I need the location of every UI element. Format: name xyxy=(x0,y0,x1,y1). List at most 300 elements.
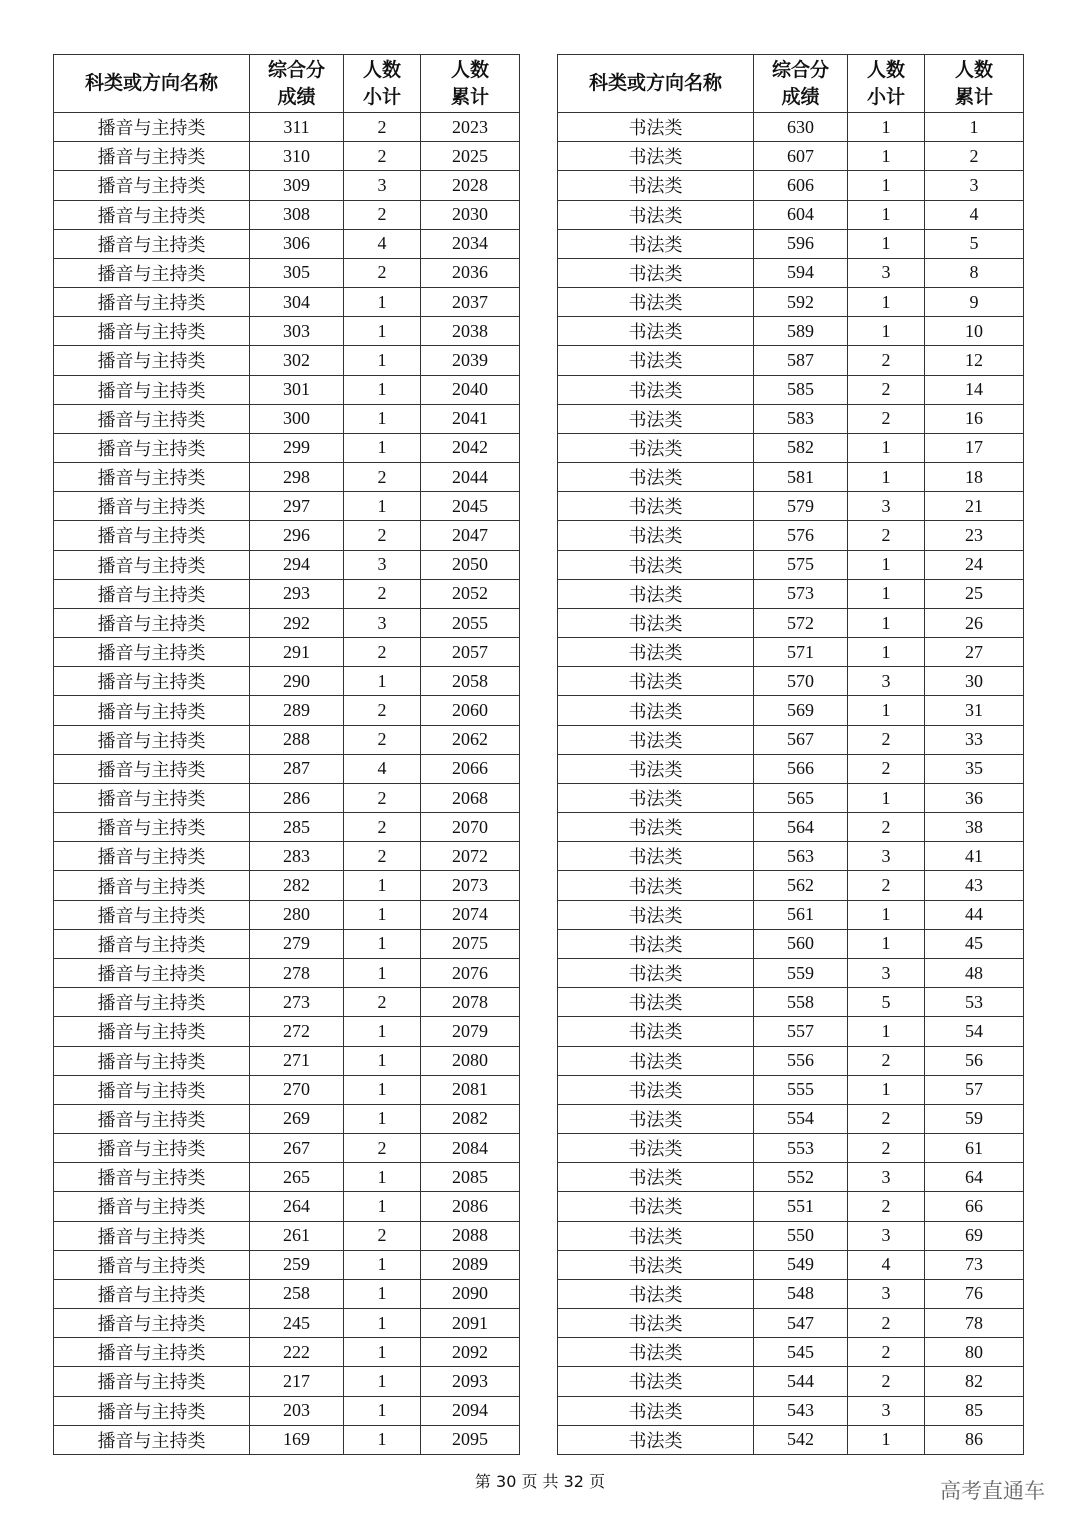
cell-count: 1 xyxy=(344,1425,421,1454)
table-row xyxy=(54,229,520,258)
cell-count: 1 xyxy=(848,433,925,462)
cell-cumulative: 2090 xyxy=(421,1279,520,1308)
cell-count: 2 xyxy=(344,258,421,287)
cell-score: 296 xyxy=(250,521,344,550)
cell-score: 169 xyxy=(250,1425,344,1454)
cell-name: 书法类 xyxy=(558,783,754,812)
cell-count: 2 xyxy=(344,1221,421,1250)
table-row xyxy=(558,754,1024,783)
cell-count: 3 xyxy=(848,667,925,696)
cell-score: 289 xyxy=(250,696,344,725)
cell-score: 298 xyxy=(250,463,344,492)
cell-cumulative: 2085 xyxy=(421,1163,520,1192)
cell-score: 545 xyxy=(754,1338,848,1367)
cell-name: 播音与主持类 xyxy=(54,667,250,696)
cell-score: 311 xyxy=(250,113,344,142)
cell-count: 1 xyxy=(848,783,925,812)
cell-score: 288 xyxy=(250,725,344,754)
cell-score: 551 xyxy=(754,1192,848,1221)
table-row xyxy=(558,229,1024,258)
cell-score: 222 xyxy=(250,1338,344,1367)
table-row xyxy=(54,988,520,1017)
cell-score: 286 xyxy=(250,783,344,812)
table-row xyxy=(54,871,520,900)
cell-cumulative: 2066 xyxy=(421,754,520,783)
cell-count: 1 xyxy=(344,958,421,987)
cell-count: 1 xyxy=(344,492,421,521)
cell-cumulative: 2075 xyxy=(421,929,520,958)
cell-name: 播音与主持类 xyxy=(54,1046,250,1075)
cell-count: 2 xyxy=(848,754,925,783)
table-row xyxy=(54,1338,520,1367)
cell-name: 书法类 xyxy=(558,317,754,346)
cell-score: 566 xyxy=(754,754,848,783)
cell-count: 2 xyxy=(344,988,421,1017)
table-row xyxy=(54,1134,520,1163)
table-row xyxy=(54,638,520,667)
cell-cumulative: 2082 xyxy=(421,1104,520,1133)
cell-score: 573 xyxy=(754,579,848,608)
cell-count: 3 xyxy=(344,550,421,579)
cell-count: 3 xyxy=(848,1221,925,1250)
cell-cumulative: 2036 xyxy=(421,258,520,287)
cell-count: 2 xyxy=(848,813,925,842)
table-row xyxy=(54,1396,520,1425)
cell-score: 217 xyxy=(250,1367,344,1396)
cell-name: 书法类 xyxy=(558,229,754,258)
table-row xyxy=(558,667,1024,696)
cell-count: 2 xyxy=(344,813,421,842)
cell-count: 2 xyxy=(344,638,421,667)
cell-score: 553 xyxy=(754,1134,848,1163)
cell-score: 565 xyxy=(754,783,848,812)
cell-name: 播音与主持类 xyxy=(54,1017,250,1046)
cell-score: 294 xyxy=(250,550,344,579)
cell-score: 285 xyxy=(250,813,344,842)
cell-score: 310 xyxy=(250,142,344,171)
cell-name: 书法类 xyxy=(558,1309,754,1338)
cell-cumulative: 5 xyxy=(925,229,1024,258)
cell-name: 播音与主持类 xyxy=(54,521,250,550)
cell-cumulative: 48 xyxy=(925,958,1024,987)
header-score: 综合分 成绩 xyxy=(250,55,344,113)
cell-cumulative: 2086 xyxy=(421,1192,520,1221)
cell-score: 547 xyxy=(754,1309,848,1338)
cell-name: 书法类 xyxy=(558,1046,754,1075)
cell-score: 575 xyxy=(754,550,848,579)
cell-score: 630 xyxy=(754,113,848,142)
cell-cumulative: 66 xyxy=(925,1192,1024,1221)
table-row xyxy=(54,346,520,375)
cell-score: 272 xyxy=(250,1017,344,1046)
cell-cumulative: 2052 xyxy=(421,579,520,608)
cell-score: 302 xyxy=(250,346,344,375)
cell-name: 书法类 xyxy=(558,929,754,958)
table-row xyxy=(558,929,1024,958)
cell-score: 550 xyxy=(754,1221,848,1250)
cell-cumulative: 9 xyxy=(925,288,1024,317)
cell-score: 259 xyxy=(250,1250,344,1279)
cell-name: 书法类 xyxy=(558,842,754,871)
table-row xyxy=(54,463,520,492)
cell-count: 1 xyxy=(848,696,925,725)
table-row xyxy=(54,579,520,608)
table-row xyxy=(558,404,1024,433)
cell-name: 书法类 xyxy=(558,696,754,725)
cell-count: 2 xyxy=(848,1046,925,1075)
cell-cumulative: 18 xyxy=(925,463,1024,492)
cell-score: 271 xyxy=(250,1046,344,1075)
cell-count: 1 xyxy=(848,229,925,258)
cell-score: 544 xyxy=(754,1367,848,1396)
cell-name: 播音与主持类 xyxy=(54,288,250,317)
cell-cumulative: 4 xyxy=(925,200,1024,229)
cell-cumulative: 2072 xyxy=(421,842,520,871)
cell-count: 2 xyxy=(344,696,421,725)
cell-cumulative: 2057 xyxy=(421,638,520,667)
cell-name: 播音与主持类 xyxy=(54,958,250,987)
cell-name: 播音与主持类 xyxy=(54,1367,250,1396)
cell-count: 1 xyxy=(848,317,925,346)
table-row xyxy=(54,754,520,783)
cell-count: 3 xyxy=(848,492,925,521)
cell-name: 书法类 xyxy=(558,521,754,550)
cell-count: 1 xyxy=(344,1367,421,1396)
cell-score: 560 xyxy=(754,929,848,958)
cell-name: 播音与主持类 xyxy=(54,492,250,521)
table-row xyxy=(558,1221,1024,1250)
cell-name: 播音与主持类 xyxy=(54,317,250,346)
cell-score: 287 xyxy=(250,754,344,783)
cell-name: 播音与主持类 xyxy=(54,725,250,754)
cell-score: 291 xyxy=(250,638,344,667)
cell-score: 589 xyxy=(754,317,848,346)
cell-count: 5 xyxy=(848,988,925,1017)
cell-name: 播音与主持类 xyxy=(54,1192,250,1221)
cell-score: 594 xyxy=(754,258,848,287)
cell-name: 播音与主持类 xyxy=(54,871,250,900)
cell-count: 1 xyxy=(344,1309,421,1338)
cell-name: 播音与主持类 xyxy=(54,113,250,142)
cell-score: 293 xyxy=(250,579,344,608)
cell-count: 3 xyxy=(848,1279,925,1308)
cell-name: 播音与主持类 xyxy=(54,1279,250,1308)
cell-cumulative: 2079 xyxy=(421,1017,520,1046)
cell-name: 书法类 xyxy=(558,579,754,608)
cell-count: 1 xyxy=(848,113,925,142)
cell-count: 1 xyxy=(848,1425,925,1454)
cell-count: 3 xyxy=(848,1163,925,1192)
cell-name: 播音与主持类 xyxy=(54,754,250,783)
cell-name: 播音与主持类 xyxy=(54,550,250,579)
table-row xyxy=(558,171,1024,200)
cell-count: 2 xyxy=(344,200,421,229)
cell-cumulative: 38 xyxy=(925,813,1024,842)
cell-name: 书法类 xyxy=(558,1075,754,1104)
cell-name: 播音与主持类 xyxy=(54,783,250,812)
cell-score: 564 xyxy=(754,813,848,842)
table-row xyxy=(558,1396,1024,1425)
table-row xyxy=(54,1367,520,1396)
cell-name: 播音与主持类 xyxy=(54,1104,250,1133)
cell-name: 播音与主持类 xyxy=(54,375,250,404)
table-row xyxy=(54,142,520,171)
table-row xyxy=(558,375,1024,404)
table-row xyxy=(558,200,1024,229)
cell-name: 书法类 xyxy=(558,463,754,492)
cell-name: 播音与主持类 xyxy=(54,813,250,842)
cell-count: 1 xyxy=(344,1075,421,1104)
cell-name: 播音与主持类 xyxy=(54,579,250,608)
cell-count: 2 xyxy=(344,783,421,812)
cell-count: 3 xyxy=(848,958,925,987)
cell-score: 292 xyxy=(250,608,344,637)
cell-cumulative: 73 xyxy=(925,1250,1024,1279)
cell-name: 播音与主持类 xyxy=(54,1309,250,1338)
cell-name: 书法类 xyxy=(558,988,754,1017)
cell-cumulative: 53 xyxy=(925,988,1024,1017)
cell-count: 1 xyxy=(848,142,925,171)
table-row xyxy=(558,433,1024,462)
cell-cumulative: 2092 xyxy=(421,1338,520,1367)
cell-cumulative: 2023 xyxy=(421,113,520,142)
table-header-row xyxy=(54,55,520,113)
cell-cumulative: 2089 xyxy=(421,1250,520,1279)
table-row xyxy=(558,1309,1024,1338)
cell-score: 579 xyxy=(754,492,848,521)
cell-cumulative: 10 xyxy=(925,317,1024,346)
table-row xyxy=(558,900,1024,929)
table-row xyxy=(54,1163,520,1192)
cell-count: 3 xyxy=(344,171,421,200)
cell-score: 280 xyxy=(250,900,344,929)
table-row xyxy=(54,958,520,987)
table-row xyxy=(558,1367,1024,1396)
cell-name: 书法类 xyxy=(558,492,754,521)
cell-cumulative: 14 xyxy=(925,375,1024,404)
cell-name: 播音与主持类 xyxy=(54,988,250,1017)
cell-count: 1 xyxy=(344,1017,421,1046)
cell-count: 3 xyxy=(848,842,925,871)
header-cumulative: 人数 累计 xyxy=(421,55,520,113)
cell-cumulative: 2060 xyxy=(421,696,520,725)
cell-name: 书法类 xyxy=(558,638,754,667)
cell-score: 261 xyxy=(250,1221,344,1250)
cell-score: 562 xyxy=(754,871,848,900)
cell-count: 4 xyxy=(848,1250,925,1279)
cell-cumulative: 80 xyxy=(925,1338,1024,1367)
cell-score: 561 xyxy=(754,900,848,929)
cell-score: 267 xyxy=(250,1134,344,1163)
table-row xyxy=(54,171,520,200)
cell-cumulative: 85 xyxy=(925,1396,1024,1425)
table-row xyxy=(54,200,520,229)
cell-count: 1 xyxy=(344,404,421,433)
table-row xyxy=(558,1046,1024,1075)
header-name: 科类或方向名称 xyxy=(54,55,250,113)
cell-cumulative: 30 xyxy=(925,667,1024,696)
table-row xyxy=(558,725,1024,754)
cell-name: 播音与主持类 xyxy=(54,1396,250,1425)
cell-count: 1 xyxy=(848,1075,925,1104)
cell-name: 播音与主持类 xyxy=(54,638,250,667)
cell-score: 543 xyxy=(754,1396,848,1425)
cell-cumulative: 59 xyxy=(925,1104,1024,1133)
cell-name: 播音与主持类 xyxy=(54,1221,250,1250)
cell-count: 1 xyxy=(344,1396,421,1425)
table-body-left xyxy=(54,113,520,1455)
cell-name: 播音与主持类 xyxy=(54,929,250,958)
table-row xyxy=(54,1221,520,1250)
table-row xyxy=(54,1192,520,1221)
cell-cumulative: 2047 xyxy=(421,521,520,550)
cell-name: 书法类 xyxy=(558,1221,754,1250)
cell-name: 播音与主持类 xyxy=(54,1338,250,1367)
cell-score: 570 xyxy=(754,667,848,696)
cell-count: 1 xyxy=(344,1046,421,1075)
cell-cumulative: 21 xyxy=(925,492,1024,521)
cell-name: 书法类 xyxy=(558,404,754,433)
cell-name: 书法类 xyxy=(558,1192,754,1221)
cell-cumulative: 2058 xyxy=(421,667,520,696)
cell-cumulative: 35 xyxy=(925,754,1024,783)
cell-name: 书法类 xyxy=(558,1367,754,1396)
cell-count: 1 xyxy=(848,638,925,667)
cell-name: 书法类 xyxy=(558,813,754,842)
cell-cumulative: 43 xyxy=(925,871,1024,900)
table-row xyxy=(558,871,1024,900)
cell-cumulative: 26 xyxy=(925,608,1024,637)
cell-score: 571 xyxy=(754,638,848,667)
cell-score: 592 xyxy=(754,288,848,317)
cell-name: 书法类 xyxy=(558,1017,754,1046)
cell-cumulative: 25 xyxy=(925,579,1024,608)
cell-score: 278 xyxy=(250,958,344,987)
table-row xyxy=(558,988,1024,1017)
cell-count: 2 xyxy=(344,521,421,550)
cell-cumulative: 2095 xyxy=(421,1425,520,1454)
cell-cumulative: 12 xyxy=(925,346,1024,375)
cell-score: 563 xyxy=(754,842,848,871)
table-row xyxy=(558,813,1024,842)
cell-name: 播音与主持类 xyxy=(54,229,250,258)
cell-score: 555 xyxy=(754,1075,848,1104)
cell-name: 书法类 xyxy=(558,1338,754,1367)
cell-count: 1 xyxy=(344,1250,421,1279)
cell-name: 播音与主持类 xyxy=(54,1250,250,1279)
cell-count: 1 xyxy=(344,1104,421,1133)
cell-count: 1 xyxy=(848,579,925,608)
cell-count: 1 xyxy=(848,550,925,579)
cell-count: 1 xyxy=(848,463,925,492)
cell-count: 2 xyxy=(848,1309,925,1338)
cell-cumulative: 2073 xyxy=(421,871,520,900)
cell-name: 书法类 xyxy=(558,608,754,637)
table-row xyxy=(558,1279,1024,1308)
cell-score: 549 xyxy=(754,1250,848,1279)
cell-name: 播音与主持类 xyxy=(54,608,250,637)
cell-score: 606 xyxy=(754,171,848,200)
cell-name: 书法类 xyxy=(558,667,754,696)
cell-count: 4 xyxy=(344,229,421,258)
cell-name: 书法类 xyxy=(558,258,754,287)
table-row xyxy=(54,842,520,871)
cell-count: 2 xyxy=(848,725,925,754)
cell-name: 书法类 xyxy=(558,725,754,754)
cell-score: 282 xyxy=(250,871,344,900)
cell-name: 书法类 xyxy=(558,1396,754,1425)
table-row xyxy=(54,317,520,346)
cell-count: 2 xyxy=(848,521,925,550)
cell-score: 587 xyxy=(754,346,848,375)
table-row xyxy=(558,696,1024,725)
cell-count: 1 xyxy=(344,1338,421,1367)
cell-score: 299 xyxy=(250,433,344,462)
header-score: 综合分 成绩 xyxy=(754,55,848,113)
cell-score: 269 xyxy=(250,1104,344,1133)
cell-score: 542 xyxy=(754,1425,848,1454)
cell-name: 播音与主持类 xyxy=(54,433,250,462)
cell-count: 1 xyxy=(344,871,421,900)
table-row xyxy=(54,1046,520,1075)
cell-count: 2 xyxy=(344,463,421,492)
cell-name: 书法类 xyxy=(558,142,754,171)
cell-score: 273 xyxy=(250,988,344,1017)
cell-cumulative: 76 xyxy=(925,1279,1024,1308)
cell-count: 3 xyxy=(848,1396,925,1425)
cell-name: 书法类 xyxy=(558,1163,754,1192)
cell-count: 1 xyxy=(344,667,421,696)
cell-cumulative: 2034 xyxy=(421,229,520,258)
cell-count: 1 xyxy=(344,288,421,317)
cell-cumulative: 2 xyxy=(925,142,1024,171)
table-row xyxy=(54,900,520,929)
cell-score: 279 xyxy=(250,929,344,958)
table-row xyxy=(54,404,520,433)
cell-cumulative: 2070 xyxy=(421,813,520,842)
table-body-right xyxy=(558,113,1024,1455)
cell-score: 548 xyxy=(754,1279,848,1308)
cell-cumulative: 2094 xyxy=(421,1396,520,1425)
cell-score: 576 xyxy=(754,521,848,550)
table-row xyxy=(558,1163,1024,1192)
cell-name: 播音与主持类 xyxy=(54,1134,250,1163)
cell-cumulative: 2074 xyxy=(421,900,520,929)
cell-cumulative: 2028 xyxy=(421,171,520,200)
cell-cumulative: 2062 xyxy=(421,725,520,754)
cell-count: 2 xyxy=(848,346,925,375)
cell-cumulative: 61 xyxy=(925,1134,1024,1163)
cell-cumulative: 2040 xyxy=(421,375,520,404)
cell-cumulative: 2084 xyxy=(421,1134,520,1163)
cell-cumulative: 57 xyxy=(925,1075,1024,1104)
cell-score: 305 xyxy=(250,258,344,287)
cell-cumulative: 36 xyxy=(925,783,1024,812)
cell-cumulative: 2091 xyxy=(421,1309,520,1338)
cell-score: 572 xyxy=(754,608,848,637)
table-row xyxy=(54,1279,520,1308)
cell-count: 1 xyxy=(344,346,421,375)
cell-score: 581 xyxy=(754,463,848,492)
table-row xyxy=(54,1309,520,1338)
cell-cumulative: 2093 xyxy=(421,1367,520,1396)
cell-cumulative: 2042 xyxy=(421,433,520,462)
cell-name: 书法类 xyxy=(558,1425,754,1454)
cell-name: 播音与主持类 xyxy=(54,404,250,433)
cell-score: 265 xyxy=(250,1163,344,1192)
cell-cumulative: 2045 xyxy=(421,492,520,521)
header-cumulative: 人数 累计 xyxy=(925,55,1024,113)
